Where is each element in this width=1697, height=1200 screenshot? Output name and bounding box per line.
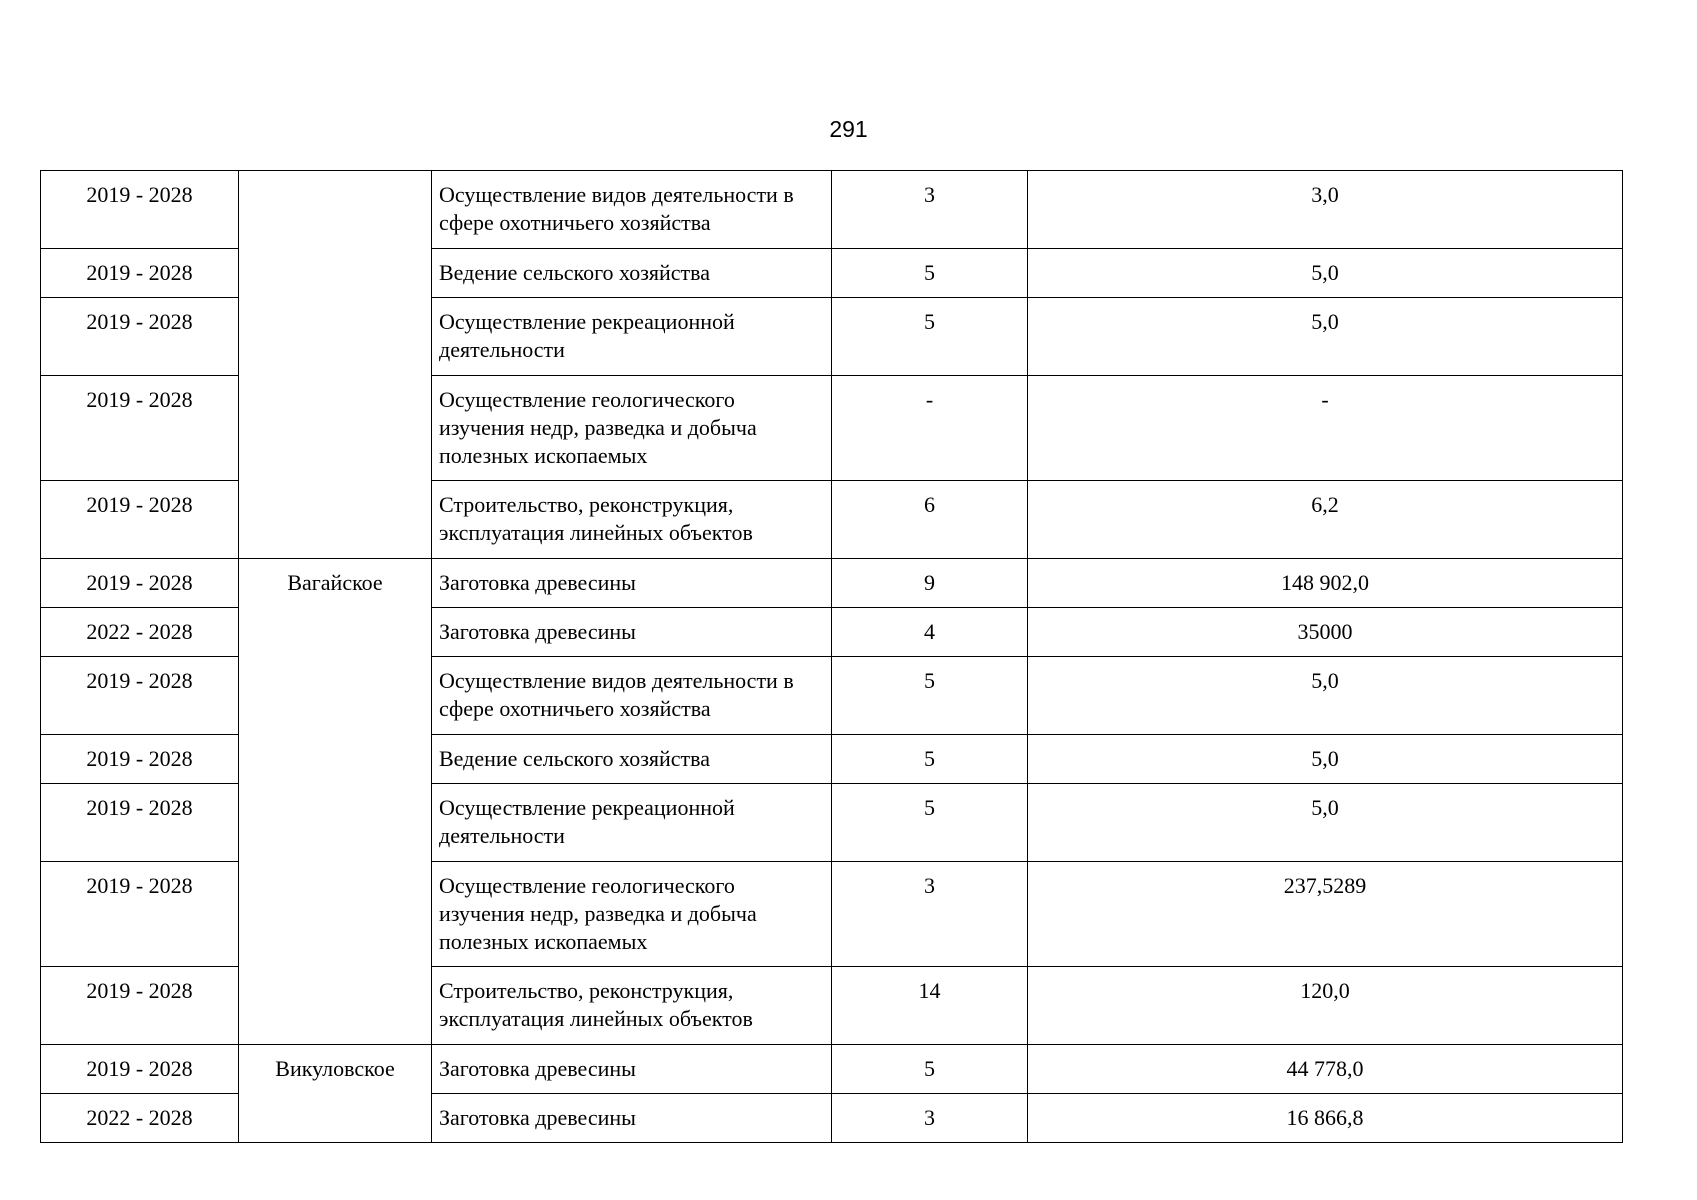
activity-cell: Ведение сельского хозяйства xyxy=(432,735,832,784)
activity-cell: Осуществление видов деятельности в сфере охотничьего хозяйства xyxy=(432,657,832,735)
count-cell: 5 xyxy=(832,249,1028,298)
count-cell: 5 xyxy=(832,298,1028,376)
volume-cell: 5,0 xyxy=(1028,784,1623,862)
activity-cell: Осуществление геологического изучения недр, разведка и добыча полезных ископаемых xyxy=(432,862,832,967)
volume-cell: 237,5289 xyxy=(1028,862,1623,967)
activity-cell: Осуществление геологического изучения недр, разведка и добыча полезных ископаемых xyxy=(432,376,832,481)
volume-cell: 5,0 xyxy=(1028,657,1623,735)
period-cell: 2019 - 2028 xyxy=(41,171,239,249)
count-cell: 3 xyxy=(832,862,1028,967)
period-cell: 2019 - 2028 xyxy=(41,298,239,376)
forest-use-table xyxy=(40,170,1623,1143)
activity-cell: Осуществление рекреационной деятельности xyxy=(432,298,832,376)
period-cell: 2019 - 2028 xyxy=(41,735,239,784)
district-cell: Вагайское xyxy=(239,559,432,1045)
period-cell: 2019 - 2028 xyxy=(41,862,239,967)
district-cell xyxy=(239,171,432,559)
count-cell: 3 xyxy=(832,171,1028,249)
volume-cell: 5,0 xyxy=(1028,249,1623,298)
period-cell: 2022 - 2028 xyxy=(41,608,239,657)
period-cell: 2019 - 2028 xyxy=(41,481,239,559)
period-cell: 2022 - 2028 xyxy=(41,1094,239,1143)
activity-cell: Строительство, реконструкция, эксплуатация линейных объектов xyxy=(432,967,832,1045)
count-cell: 14 xyxy=(832,967,1028,1045)
table-row xyxy=(41,1045,1623,1094)
activity-cell: Заготовка древесины xyxy=(432,559,832,608)
volume-cell: 3,0 xyxy=(1028,171,1623,249)
activity-cell: Заготовка древесины xyxy=(432,608,832,657)
count-cell: 5 xyxy=(832,735,1028,784)
table-row xyxy=(41,171,1623,249)
volume-cell: 120,0 xyxy=(1028,967,1623,1045)
activity-cell: Заготовка древесины xyxy=(432,1045,832,1094)
count-cell: - xyxy=(832,376,1028,481)
activity-cell: Ведение сельского хозяйства xyxy=(432,249,832,298)
period-cell: 2019 - 2028 xyxy=(41,249,239,298)
volume-cell: 16 866,8 xyxy=(1028,1094,1623,1143)
volume-cell: 6,2 xyxy=(1028,481,1623,559)
district-cell: Викуловское xyxy=(239,1045,432,1143)
volume-cell: 44 778,0 xyxy=(1028,1045,1623,1094)
page-number: 291 xyxy=(829,116,868,142)
count-cell: 9 xyxy=(832,559,1028,608)
count-cell: 5 xyxy=(832,784,1028,862)
count-cell: 4 xyxy=(832,608,1028,657)
count-cell: 6 xyxy=(832,481,1028,559)
count-cell: 5 xyxy=(832,1045,1028,1094)
period-cell: 2019 - 2028 xyxy=(41,657,239,735)
volume-cell: 5,0 xyxy=(1028,298,1623,376)
table-row xyxy=(41,559,1623,608)
period-cell: 2019 - 2028 xyxy=(41,967,239,1045)
volume-cell: - xyxy=(1028,376,1623,481)
activity-cell: Осуществление рекреационной деятельности xyxy=(432,784,832,862)
volume-cell: 5,0 xyxy=(1028,735,1623,784)
activity-cell: Заготовка древесины xyxy=(432,1094,832,1143)
period-cell: 2019 - 2028 xyxy=(41,559,239,608)
period-cell: 2019 - 2028 xyxy=(41,1045,239,1094)
period-cell: 2019 - 2028 xyxy=(41,784,239,862)
period-cell: 2019 - 2028 xyxy=(41,376,239,481)
activity-cell: Строительство, реконструкция, эксплуатация линейных объектов xyxy=(432,481,832,559)
count-cell: 3 xyxy=(832,1094,1028,1143)
volume-cell: 148 902,0 xyxy=(1028,559,1623,608)
activity-cell: Осуществление видов деятельности в сфере охотничьего хозяйства xyxy=(432,171,832,249)
volume-cell: 35000 xyxy=(1028,608,1623,657)
count-cell: 5 xyxy=(832,657,1028,735)
